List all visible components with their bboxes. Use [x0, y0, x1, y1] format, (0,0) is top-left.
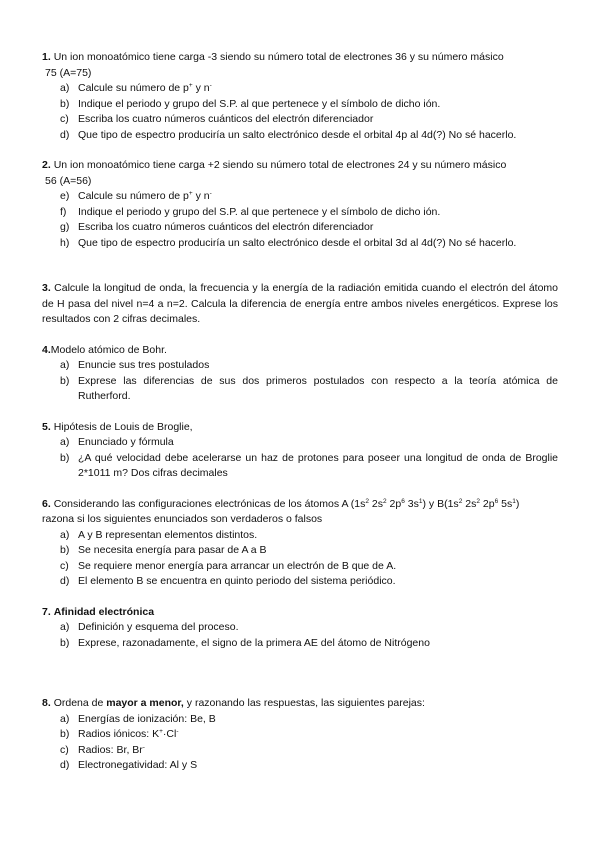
- item-text: El elemento B se encuentra en quinto periodo del sistema periódico.: [78, 575, 396, 587]
- item-label: g): [60, 221, 70, 233]
- item-text: Se requiere menor energía para arrancar un electrón de B que de A.: [78, 559, 397, 572]
- list-item: [60, 620, 558, 636]
- list-item: [60, 727, 558, 743]
- item-text: Electronegatividad: Al y S: [78, 759, 198, 771]
- item-text: Radios iónicos: K+·Cl-: [78, 728, 179, 740]
- list-item: [60, 112, 558, 128]
- question-7: [42, 605, 558, 652]
- item-label: c): [60, 113, 69, 125]
- list-item: [60, 712, 558, 728]
- list-item: [60, 636, 558, 652]
- item-label: h): [60, 236, 70, 249]
- item-text: ¿A qué velocidad debe acelerarse un haz de protones para poseer una longitud de onda de Broglie 2*1011 m? Dos cifras decimales: [78, 451, 558, 479]
- item-text: Escriba los cuatro números cuánticos del electrón diferenciador: [78, 221, 374, 233]
- question-2-list: [42, 189, 558, 251]
- question-6: [42, 497, 558, 590]
- item-text: Indique el periodo y grupo del S.P. al que pertenece y el símbolo de dicho ión.: [78, 205, 441, 218]
- list-item: [60, 358, 558, 374]
- item-text: Radios: Br, Br-: [78, 743, 145, 756]
- question-6-text: 6. Considerando las configuraciones electrónicas de los átomos A ($1s^2$ $2s^2$ $2p^6$ $3s^1$) y $B(1s^2$ $2s^2$ $2p^6$ $5s^1$): [42, 497, 520, 510]
- item-text: Definición y esquema del proceso.: [78, 621, 239, 633]
- list-item: [60, 451, 558, 482]
- question-4-text: [42, 343, 558, 359]
- list-item: [60, 236, 558, 252]
- question-8-list: [42, 712, 558, 774]
- item-label: b): [60, 544, 70, 556]
- question-1-number: 1.: [42, 51, 51, 63]
- list-item: [60, 189, 558, 205]
- question-4-list: [42, 358, 558, 405]
- list-item: [60, 128, 558, 144]
- question-1: [42, 50, 558, 143]
- question-7-title: Afinidad electrónica: [53, 605, 155, 618]
- question-2-number: 2.: [42, 159, 51, 171]
- question-8-number: 8.: [42, 697, 51, 709]
- question-8: [42, 696, 558, 774]
- question-7-text: [42, 605, 558, 621]
- list-item: [60, 81, 558, 97]
- question-6-number: 6.: [42, 497, 51, 510]
- list-item: [60, 574, 558, 590]
- question-7-list: [42, 620, 558, 651]
- list-item: [60, 220, 558, 236]
- list-item: [60, 528, 558, 544]
- question-6-text-cont: razona si los siguientes enunciados son verdaderos o falsos: [42, 513, 323, 525]
- item-label: a): [60, 436, 70, 448]
- question-4: [42, 343, 558, 405]
- item-label: b): [60, 374, 70, 387]
- question-5-list: [42, 435, 558, 482]
- item-text: Exprese, razonadamente, el signo de la primera AE del átomo de Nitrógeno: [78, 636, 430, 649]
- question-7-number: 7.: [42, 605, 51, 618]
- item-text: Se necesita energía para pasar de A a B: [78, 544, 267, 556]
- question-2-text-cont: 56 (A=56): [45, 174, 92, 187]
- item-label: d): [60, 759, 70, 771]
- item-label: b): [60, 451, 70, 464]
- question-6-list: [42, 528, 558, 590]
- question-5-statement: Hipótesis de Louis de Broglie,: [53, 420, 193, 433]
- question-4-number: 4.: [42, 343, 51, 356]
- item-label: c): [60, 743, 69, 756]
- item-label: e): [60, 190, 70, 202]
- question-3-number: 3.: [42, 282, 51, 294]
- item-label: a): [60, 528, 70, 541]
- question-2-text: [42, 158, 558, 174]
- item-text: Escriba los cuatro números cuánticos del electrón diferenciador: [78, 113, 374, 125]
- item-label: d): [60, 575, 70, 587]
- item-text: Enuncie sus tres postulados: [78, 359, 210, 371]
- item-label: d): [60, 128, 70, 141]
- item-label: a): [60, 621, 70, 633]
- item-text: Que tipo de espectro produciría un salto electrónico desde el orbital 3d al 4d(?) No sé hacerlo.: [78, 236, 517, 249]
- question-1-statement: Un ion monoatómico tiene carga -3 siendo su número total de electrones 36 y su número másico: [53, 51, 504, 63]
- item-text: A y B representan elementos distintos.: [78, 528, 258, 541]
- item-text: Que tipo de espectro produciría un salto electrónico desde el orbital 4p al 4d(?) No sé hacerlo.: [78, 128, 517, 141]
- item-label: a): [60, 712, 70, 725]
- question-2: [42, 158, 558, 251]
- question-1-text-cont: 75 (A=75): [45, 66, 92, 79]
- item-text: Energías de ionización: Be, B: [78, 712, 216, 725]
- item-label: b): [60, 636, 70, 649]
- question-5-text: [42, 420, 558, 436]
- question-3-text: [42, 281, 558, 328]
- question-1-list: [42, 81, 558, 143]
- list-item: [60, 543, 558, 559]
- list-item: [60, 559, 558, 575]
- list-item: [60, 205, 558, 221]
- list-item: [60, 743, 558, 759]
- item-label: c): [60, 559, 69, 572]
- question-1-text: [42, 50, 558, 66]
- list-item: [60, 435, 558, 451]
- item-text: Indique el periodo y grupo del S.P. al que pertenece y el símbolo de dicho ión.: [78, 97, 441, 110]
- item-text: Calcule su número de p+ y n-: [78, 190, 212, 202]
- question-3: [42, 281, 558, 328]
- item-text: Enunciado y fórmula: [78, 436, 174, 448]
- item-label: a): [60, 359, 70, 371]
- question-5: [42, 420, 558, 482]
- item-text: Calcule su número de p+ y n-: [78, 82, 212, 94]
- list-item: [60, 374, 558, 405]
- item-label: f): [60, 205, 67, 218]
- item-label: b): [60, 97, 70, 110]
- list-item: [60, 97, 558, 113]
- item-text: Exprese las diferencias de sus dos primeros postulados con respecto a la teoría atómica de Rutherford.: [78, 374, 558, 402]
- question-2-statement: Un ion monoatómico tiene carga +2 siendo su número total de electrones 24 y su número másico: [53, 159, 507, 171]
- item-label: b): [60, 728, 70, 740]
- question-5-number: 5.: [42, 420, 51, 433]
- question-8-text: 8. Ordena de mayor a menor, y razonando las respuestas, las siguientes parejas:: [42, 697, 425, 709]
- list-item: [60, 758, 558, 774]
- question-4-statement: Modelo atómico de Bohr.: [50, 343, 167, 356]
- question-3-statement: Calcule la longitud de onda, la frecuencia y la energía de la radiación emitida cuando el electrón del átomo de H pasa del nivel n=4 a n=2. Calcula la diferencia de energía entre ambos niveles energéticos. Exprese los resultados con 2 cifras decimales.: [42, 282, 558, 325]
- document-page: [42, 50, 558, 774]
- item-label: a): [60, 82, 70, 94]
